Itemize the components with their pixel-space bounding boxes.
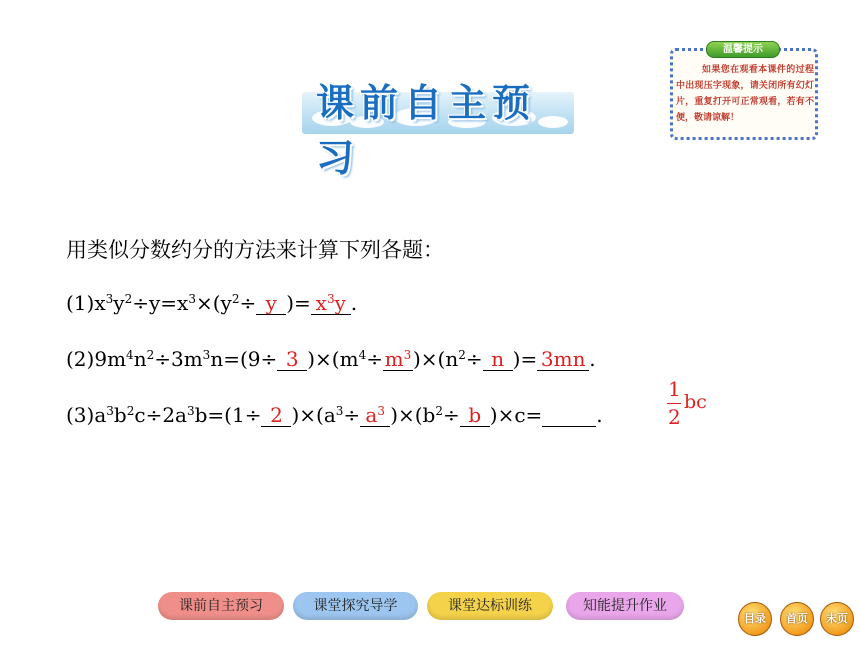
nav-tab-preview[interactable]: 课前自主预习 — [158, 592, 284, 620]
nav-tab-practice[interactable]: 课堂达标训练 — [427, 592, 553, 620]
title-banner — [302, 70, 574, 180]
last-page-button[interactable]: 末页 — [820, 602, 854, 636]
answer-blank: $m^3$ — [384, 347, 412, 371]
reminder-tag: 温馨提示 — [706, 41, 780, 58]
fraction-numerator: 1 — [668, 377, 681, 401]
answer-blank: $a^3$ — [360, 404, 390, 427]
answer-blank: 3 — [277, 348, 307, 371]
answer-blank: n — [483, 348, 513, 371]
nav-tab-homework[interactable]: 知能提升作业 — [566, 592, 684, 620]
contents-button[interactable]: 目录 — [738, 602, 772, 636]
fraction-denominator: 2 — [668, 405, 681, 429]
problem-1-label: (1) — [66, 291, 95, 315]
answer-blank: y — [256, 292, 286, 315]
problem-2: $(2)9m^4n^2\div 3m^3n=(9\div 3$ )$\times(m^4\div m^3)\times(n^2\div n$ )= 3mn . — [66, 347, 596, 371]
nav-tab-explore[interactable]: 课堂探究导学 — [293, 592, 418, 620]
fraction-bar — [667, 403, 681, 404]
problem-3-label: (3) — [66, 403, 95, 427]
answer-blank: 2 — [261, 404, 291, 427]
reminder-text: 如果您在观看本课件的过程中出现压字现象，请关闭所有幻灯片，重复打开可正常观看，若有不便，敬请谅解！ — [676, 65, 814, 123]
answer-blank: 3mn — [537, 348, 589, 371]
answer-blank — [542, 404, 596, 427]
problem-prompt: 用类似分数约分的方法来计算下列各题： — [66, 238, 444, 262]
page-title: 课前自主预习 — [316, 81, 537, 180]
problem-3: $(3)a^3b^2c\div 2a^3b=(1\div 2$ )$\times(a^3\div a^3$ )$\times(b^2\div b$ )×c= . — [66, 403, 603, 427]
problem-1: $(1)x^3y^2\div y=x^3\times(y^2\div y$ )= $x^3y$ . — [66, 291, 358, 315]
answer-blank: b — [460, 404, 490, 427]
first-page-button[interactable]: 首页 — [780, 602, 814, 636]
answer-blank: $x^3y$ — [311, 292, 351, 315]
problem-2-label: (2) — [66, 347, 95, 371]
fraction-tail: bc — [684, 391, 707, 413]
